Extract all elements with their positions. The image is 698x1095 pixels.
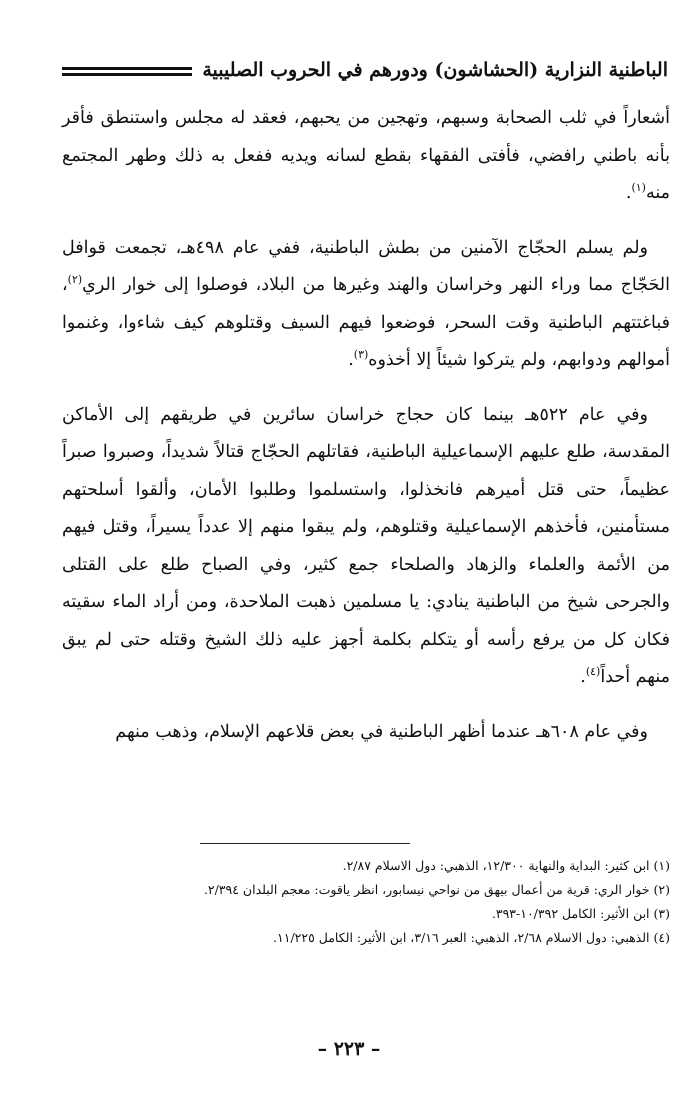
paragraph-1 [62, 100, 670, 213]
page-number: – ٢٢٣ – [317, 1038, 381, 1060]
body-text [62, 100, 670, 751]
paragraph-3-end: . [580, 667, 586, 687]
footnote-1: (١) ابن كثير: البداية والنهاية ١٢/٣٠٠، الذهبي: دول الاسلام ٢/٨٧. [342, 858, 670, 873]
header-double-rule [62, 67, 192, 76]
header-title: الباطنية النزارية (الحشاشون) ودورهم في الحروب الصليبية [202, 59, 668, 81]
footnote-ref-2[interactable]: (٢) [67, 273, 83, 287]
running-header [62, 50, 668, 90]
paragraph-2 [62, 230, 670, 380]
paragraph-2-text-cont: ، فباغتتهم الباطنية وقت السحر، فوضعوا فيهم السيف وقتلوهم كيف شاءوا، وغنموا أموالهم ودوابهم، ولم يتركوا شيئاً إلا أخذوه [62, 275, 670, 370]
paragraph-4-text: وفي عام ٦٠٨هـ عندما أظهر الباطنية في بعض قلاعهم الإسلام، وذهب منهم [115, 721, 648, 742]
paragraph-1-text: أشعاراً في ثلب الصحابة وسبهم، وتهجين من يحبهم، فعقد له مجلس واستنطق فأقر بأنه باطني رافضي، فأفتى الفقهاء بقطع لسانه ويديه ففعل به ذلك وطهر المجتمع منه [62, 108, 670, 203]
footnote-ref-3[interactable]: (٣) [353, 348, 369, 362]
paragraph-3-text: وفي عام ٥٢٢هـ بينما كان حجاج خراسان سائرين في طريقهم إلى الأماكن المقدسة، طلع عليهم الإسماعيلية الباطنية، فقاتلهم الحجّاج قتالاً شديداً، وصبروا صبراً عظيماً، حتى قتل أميرهم فانخذلوا، واستسلموا وطلبوا الأمان، وألقوا أسلحتهم مستأمنين، فأخذهم الإسماعيلية وقتلوهم، ولم يبقوا منهم إلا عدداً يسيراً، وقتل فيهم من الأئمة والعلماء والزهاد والصلحاء جمع كثير، وفي الصباح طلع على القتلى والجرحى شيخ من الباطنية ينادي: يا مسلمين ذهبت الملاحدة، ومن أراد الماء سقيته فكان كل من يرفع رأسه أو يتكلم بكلمة أجهز عليه ذلك الشيخ وقتله حتى لم يبق منهم أحداً [62, 404, 670, 687]
paragraph-4 [62, 714, 670, 752]
paragraph-3 [62, 397, 670, 697]
footnote-ref-1[interactable]: (١) [631, 181, 646, 195]
footnote-ref-4[interactable]: (٤) [585, 665, 601, 679]
footnote-2: (٢) خوار الري: قرية من أعمال بيهق من نواحي نيسابور، انظر ياقوت: معجم البلدان ٢/٣٩٤. [203, 882, 670, 897]
paragraph-1-end: . [625, 183, 632, 203]
footnote-4: (٤) الذهبي: دول الاسلام ٢/٦٨، الذهبي: العبر ٣/١٦، ابن الأثير: الكامل ١١/٢٢٥. [273, 930, 670, 945]
footnote-3: (٣) ابن الأثير: الكامل ١٠/٣٩٢-٣٩٣. [491, 906, 670, 921]
paragraph-2-text: ولم يسلم الحجّاج الآمنين من بطش الباطنية، ففي عام ٤٩٨هـ، تجمعت قوافل الحَجّاج مما وراء النهر وخراسان والهند وغيرها من البلاد، فوصلوا إلى خوار الري [62, 237, 670, 295]
footnote-separator [200, 843, 410, 844]
paragraph-2-end: . [348, 350, 354, 370]
footnotes [62, 854, 670, 950]
